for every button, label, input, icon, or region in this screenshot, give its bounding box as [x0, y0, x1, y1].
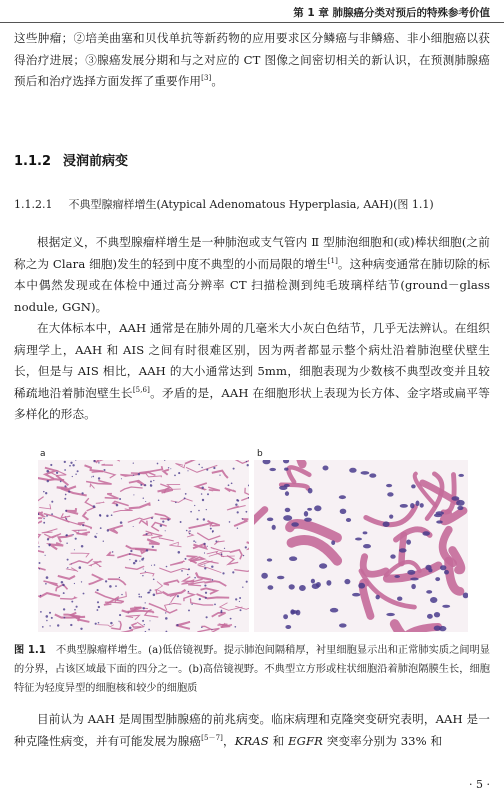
running-header	[0, 0, 504, 23]
current-text-c: 突变率分别为 33% 和	[322, 733, 443, 748]
section-number: 1.1.2	[14, 154, 52, 169]
gene-egfr: EGFR	[288, 733, 323, 748]
figure-caption-text: 不典型腺瘤样增生。(a)低倍镜视野。提示肺泡间隔稍厚，衬里细胞显示出和正常肺实质之间明显的分界，占该区域最下面的四分之一。(b)高倍镜视野。不典型立方形或柱状细胞沿着肺泡隔膜生长，细胞特征为轻度异型的细胞核和较少的细胞质	[14, 645, 490, 694]
current-text-a: 目前认为 AAH 是周围型肺腺癌的前兆病变。临床病理和克隆突变研究表明，AAH 是一种克隆性病变，并有可能发展为腺癌	[14, 712, 490, 748]
subsection-heading	[14, 196, 434, 212]
gene-kras: KRAS	[234, 733, 269, 748]
figure-label: 图 1.1	[14, 645, 46, 656]
page-number: · 5 ·	[469, 778, 490, 791]
subsection-title: 不典型腺瘤样增生(Atypical Adenomatous Hyperplasia, AAH)(图 1.1)	[68, 198, 434, 211]
definition-text-b: 。这种病变通常在肺切除的标本中偶然发现或在体检中通过高分辨率 CT 扫描检测到纯毛玻璃样结节(ground－glass nodule, GGN)。	[14, 256, 490, 314]
current-text-b: ，	[222, 733, 235, 748]
current-paragraph	[14, 709, 490, 752]
current-mid: 和	[268, 733, 289, 748]
gross-text-b: 。矛盾的是，AAH 在细胞形状上表现为长方体、金字塔或扁平等多样化的形态。	[14, 385, 490, 421]
intro-paragraph	[14, 28, 490, 93]
micrograph-b-image	[254, 460, 468, 632]
gross-paragraph	[14, 318, 490, 426]
micrograph-low-power	[38, 460, 249, 632]
citation: [5－7]	[201, 733, 223, 742]
section-title: 浸润前病变	[63, 154, 129, 169]
definition-paragraph	[14, 232, 490, 318]
subsection-number: 1.1.2.1	[14, 198, 53, 211]
definition-text-a: 根据定义，不典型腺瘤样增生是一种肺泡或支气管内 Ⅱ 型肺泡细胞和(或)棒状细胞(之前称之为 Clara 细胞)发生的轻到中度不典型的小而局限的增生	[14, 235, 490, 271]
panel-a-label: a	[40, 449, 46, 459]
micrograph-a-image	[38, 460, 249, 632]
citation: [5,6]	[132, 385, 150, 394]
citation: [3]	[201, 74, 212, 82]
section-heading	[14, 150, 128, 169]
panel-b-label: b	[257, 449, 263, 459]
header-title: 第 1 章 肺腺癌分类对预后的特殊参考价值	[293, 7, 490, 19]
figure-caption	[14, 641, 490, 698]
intro-tail: 。	[211, 74, 224, 88]
intro-text: 这些肿瘤；②培美曲塞和贝伐单抗等新药物的应用要求区分鳞癌与非鳞癌、非小细胞癌以获得治疗进展；③腺癌发展分期和与之对应的 CT 图像之间密切相关的新认识，在预测肺腺癌预后和治疗选择方面发挥了重要作用	[14, 31, 490, 88]
micrograph-high-power	[254, 460, 468, 632]
citation: [1]	[327, 256, 338, 265]
gross-text-a: 在大体标本中，AAH 通常是在肺外周的几毫米大小灰白色结节，几乎无法辨认。在组织病理学上，AAH 和 AIS 之间有时很难区别，因为两者都显示整个病灶沿着肺泡壁伏壁生长，但是与 AIS 相比，AAH 的大小通常达到 5mm，细胞表现为少数核不典型改变并且较稀疏地沿着肺泡壁生长	[14, 321, 490, 400]
